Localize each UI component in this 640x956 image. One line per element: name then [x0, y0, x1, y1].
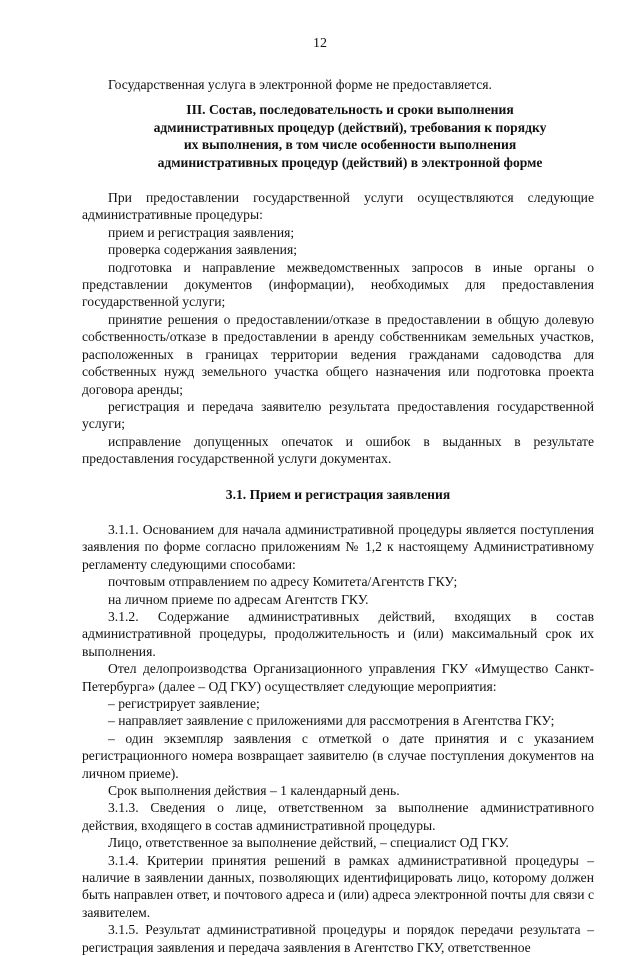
section-heading-line: III. Состав, последовательность и сроки выполнения: [186, 102, 514, 118]
document-body: [82, 76, 594, 956]
section-heading-line: административных процедур (действий), требования к порядку: [153, 119, 547, 135]
paragraph-3-1-5: 3.1.5. Результат административной процедуры и порядок передачи результата – регистрация заявления и передача заявления в Агентство ГКУ, ответственное: [82, 922, 594, 955]
list-item: – регистрирует заявление;: [108, 696, 260, 711]
intro-paragraph: Государственная услуга в электронной форме не предоставляется.: [108, 77, 492, 92]
list-item: – один экземпляр заявления с отметкой о дате принятия и с указанием регистрационного номера возвращает заявителю (в случае поступления документов на личном приеме).: [82, 730, 594, 781]
procedures-list: [82, 189, 594, 468]
section-heading: [82, 101, 594, 171]
procedure-item: исправление допущенных опечаток и ошибок в выданных в результате предоставления государственной услуги документах.: [82, 433, 594, 467]
paragraph-responsible: Лицо, ответственное за выполнение действий, – специалист ОД ГКУ.: [108, 835, 509, 851]
procedure-item: проверка содержания заявления;: [108, 242, 297, 258]
list-item: почтовым отправлением по адресу Комитета/Агентств ГКУ;: [108, 574, 458, 590]
paragraph-3-1-4: 3.1.4. Критерии принятия решений в рамках административной процедуры – наличие в заявлении данных, позволяющих идентифицировать лицо, которому должен быть направлен ответ, и почтового адреса и (или) адреса электронной почты для связи с заявителем.: [82, 852, 594, 920]
subsection-body: [82, 521, 594, 956]
paragraph-3-1-2: 3.1.2. Содержание административных действий, входящих в состав административной процедуры, продолжительность и (или) максимальный срок их выполнения.: [82, 608, 594, 659]
paragraph-od-gku: Отел делопроизводства Организационного управления ГКУ «Имущество Санкт-Петербурга» (далее – ОД ГКУ) осуществляет следующие мероприятия:: [82, 661, 594, 694]
procedures-intro: При предоставлении государственной услуги осуществляются следующие административные процедуры:: [82, 190, 594, 223]
list-item: на личном приеме по адресам Агентств ГКУ.: [108, 591, 369, 607]
section-heading-line: административных процедур (действий) в электронной форме: [157, 154, 543, 170]
section-heading-line: их выполнения, в том числе особенности выполнения: [183, 137, 517, 153]
paragraph-3-1-1: 3.1.1. Основанием для начала административной процедуры является поступления заявления по форме согласно приложениям № 1,2 к настоящему Административному регламенту следующими способами:: [82, 521, 594, 572]
procedure-item: регистрация и передача заявителю результата предоставления государственной услуги;: [82, 398, 594, 432]
paragraph-3-1-3: 3.1.3. Сведения о лице, ответственном за выполнение административного действия, входящего в состав административной процедуры.: [82, 800, 594, 833]
procedure-item: принятие решения о предоставлении/отказе в предоставлении в общую долевую собственность/отказе в предоставлении в аренду собственникам земельных участков, расположенных в границах территории ведения гражданами садоводства для собственных нужд земельного участка общего назначения или подготовка проекта договора аренды;: [82, 311, 594, 397]
list-item: – направляет заявление с приложениями для рассмотрения в Агентства ГКУ;: [108, 713, 555, 729]
page-number: 12: [313, 36, 327, 51]
procedure-item: прием и регистрация заявления;: [108, 224, 295, 240]
procedure-item: подготовка и направление межведомственных запросов в иные органы о представлении документов (информации), необходимых для предоставления государственной услуги;: [82, 259, 594, 310]
subsection-heading: 3.1. Прием и регистрация заявления: [225, 486, 451, 502]
paragraph-deadline: Срок выполнения действия – 1 календарный день.: [108, 783, 400, 799]
